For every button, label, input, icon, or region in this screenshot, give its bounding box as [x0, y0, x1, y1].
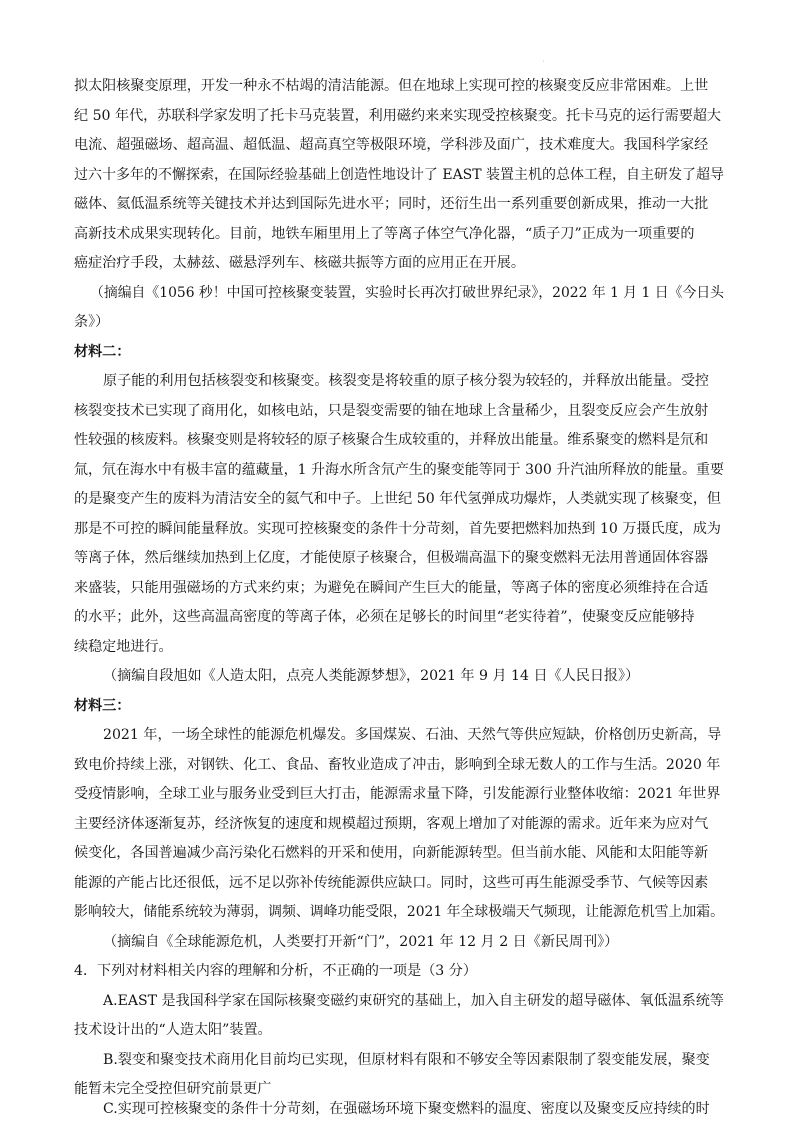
paragraph-text: 影响较大，储能系统较为薄弱，调频、调峰功能受限，2021 年全球极端天气频现，让能源危机雪上加霜。: [74, 904, 724, 920]
option-text: 技术设计出的“人造太阳”装置。: [74, 1022, 272, 1038]
option-text: 能暂未完全受控但研究前景更广: [74, 1081, 272, 1097]
heading-text: 材料二：: [74, 344, 131, 360]
text-line: [0, 425, 794, 455]
citation-text: （摘编自《全球能源危机，人类要打开新“门”，2021 年 12 月 2 日《新民周刊》）: [103, 934, 619, 950]
option-b: [0, 1045, 794, 1075]
paragraph-text: 的水平；此外，这些高温高密度的等离子体，必须在足够长的时间里“老实待着”，使聚变反应能够持: [74, 609, 695, 625]
source-citation: [0, 307, 794, 337]
text-line: [0, 779, 794, 809]
paragraph-text: 致电价持续上涨，对钢铁、化工、食品、畜牧业造成了冲击，影响到全球无数人的工作与生活。2020 年: [74, 757, 721, 773]
paragraph-text: 磁体、氦低温系统等关键技术并达到国际先进水平；同时，还衍生出一系列重要创新成果，推动一大批: [74, 196, 709, 212]
option-a: [0, 986, 794, 1016]
citation-text: （摘编自段旭如《人造太阳，点亮人类能源梦想》，2021 年 9 月 14 日《人民日报》）: [103, 668, 640, 684]
paragraph-text: 拟太阳核聚变原理，开发一种永不枯竭的清洁能源。但在地球上实现可控的核聚变反应非常困难。上世: [74, 78, 709, 94]
text-line: [0, 602, 794, 632]
paragraph-text: 电流、超强磁场、超高温、超低温、超高真空等极限环境，学科涉及面广，技术难度大。我国科学家经: [74, 137, 709, 153]
text-line: [0, 720, 794, 750]
paragraph-text: 核裂变技术已实现了商用化，如核电站，只是裂变需要的铀在地球上含量稀少，且裂变反应会产生放射: [74, 403, 709, 419]
text-line: [0, 484, 794, 514]
text-line: [0, 868, 794, 898]
text-line: [0, 189, 794, 219]
text-line: [0, 897, 794, 927]
paragraph-text: 候变化，各国普遍减少高污染化石燃料的开采和使用，向新能源转型。但当前水能、风能和太阳能等新: [74, 845, 709, 861]
paragraph-text: 能源的产能占比还很低，远不足以弥补传统能源供应缺口。同时，这些可再生能源受季节、气候等因素: [74, 875, 709, 891]
section-heading: [0, 691, 794, 721]
text-line: [0, 366, 794, 396]
option-a: [0, 1015, 794, 1045]
text-line: [0, 455, 794, 485]
text-line: [0, 396, 794, 426]
paragraph-text: 氚，氘在海水中有极丰富的蕴藏量，1 升海水所含氘产生的聚变能等同于 300 升汽油所释放的能量。重要: [74, 462, 724, 478]
text-line: [0, 160, 794, 190]
text-line: [0, 248, 794, 278]
text-line: [0, 750, 794, 780]
paragraph-text: 那是不可控的瞬间能量释放。实现可控核聚变的条件十分苛刻，首先要把燃料加热到 10 万摄氏度，成为: [74, 521, 722, 537]
option-text: A.EAST 是我国科学家在国际核聚变磁约束研究的基础上，加入自主研发的超导磁体、氧低温系统等: [103, 993, 724, 1009]
text-line: [0, 514, 794, 544]
paragraph-text: 的是聚变产生的废料为清洁安全的氦气和中子。上世纪 50 年代氢弹成功爆炸，人类就实现了核聚变，但: [74, 491, 722, 507]
source-citation: [0, 278, 794, 308]
question-stem: [0, 956, 794, 986]
paragraph-text: 主要经济体逐渐复苏，经济恢复的速度和规模超过预期，客观上增加了对能源的需求。近年来为应对气: [74, 816, 709, 832]
paragraph-text: 原子能的利用包括核裂变和核聚变。核裂变是将较重的原子核分裂为较轻的，并释放出能量。受控: [103, 373, 710, 389]
text-line: [0, 838, 794, 868]
paragraph-text: 高新技术成果实现转化。目前，地铁车厢里用上了等离子体空气净化器，“质子刀”正成为一项重要的: [74, 226, 695, 242]
option-c: [0, 1094, 794, 1124]
text-line: [0, 219, 794, 249]
text-line: [0, 101, 794, 131]
option-text: B.裂变和聚变技术商用化目前均已实现，但原材料有限和不够安全等因素限制了裂变能发展，聚变: [103, 1052, 710, 1068]
text-line: [0, 573, 794, 603]
text-line: [0, 543, 794, 573]
paragraph-text: 2021 年，一场全球性的能源危机爆发。多国煤炭、石油、天然气等供应短缺，价格创历史新高，导: [103, 727, 722, 743]
source-citation: [0, 661, 794, 691]
paragraph-text: 癌症治疗手段，太赫兹、磁悬浮列车、核磁共振等方面的应用正在开展。: [74, 255, 525, 271]
paragraph-text: 受疫情影响，全球工业与服务业受到巨大打击，能源需求量下降，引发能源行业整体收缩：2021 年世界: [74, 786, 721, 802]
source-citation: [0, 927, 794, 957]
text-line: [0, 809, 794, 839]
citation-text: 条》）: [74, 314, 110, 330]
section-heading: [0, 337, 794, 367]
text-line: [0, 130, 794, 160]
paragraph-text: 过六十多年的不懈探索，在国际经验基础上创造性地设计了 EAST 装置主机的总体工程，自主研发了超导: [74, 167, 724, 183]
paragraph-text: 等离子体，然后继续加热到上亿度，才能使原子核聚合，但极端高温下的聚变燃料无法用普通固体容器: [74, 550, 709, 566]
text-line: [0, 71, 794, 101]
citation-text: （摘编自《1056 秒！中国可控核聚变装置，实验时长再次打破世界纪录》，2022 年 1 月 1 日《今日头: [90, 285, 725, 301]
paragraph-text: 来盛装，只能用强磁场的方式来约束；为避免在瞬间产生巨大的能量，等离子体的密度必须维持在合适: [74, 580, 709, 596]
paragraph-text: 纪 50 年代，苏联科学家发明了托卡马克装置，利用磁约来来实现受控核聚变。托卡马克的运行需要超大: [74, 108, 722, 124]
option-text: C.实现可控核聚变的条件十分苛刻，在强磁场环境下聚变燃料的温度、密度以及聚变反应持续的时: [103, 1101, 710, 1117]
scan-mark: ˌ: [543, 56, 545, 63]
heading-text: 材料三：: [74, 698, 131, 714]
paragraph-text: 续稳定地进行。: [74, 639, 173, 655]
paragraph-text: 性较强的核废料。核聚变则是将较轻的原子核聚合生成较重的，并释放出能量。维系聚变的燃料是氘和: [74, 432, 709, 448]
question-text: 4．下列对材料相关内容的理解和分析，不正确的一项是（3 分）: [74, 963, 477, 979]
text-line: [0, 632, 794, 662]
